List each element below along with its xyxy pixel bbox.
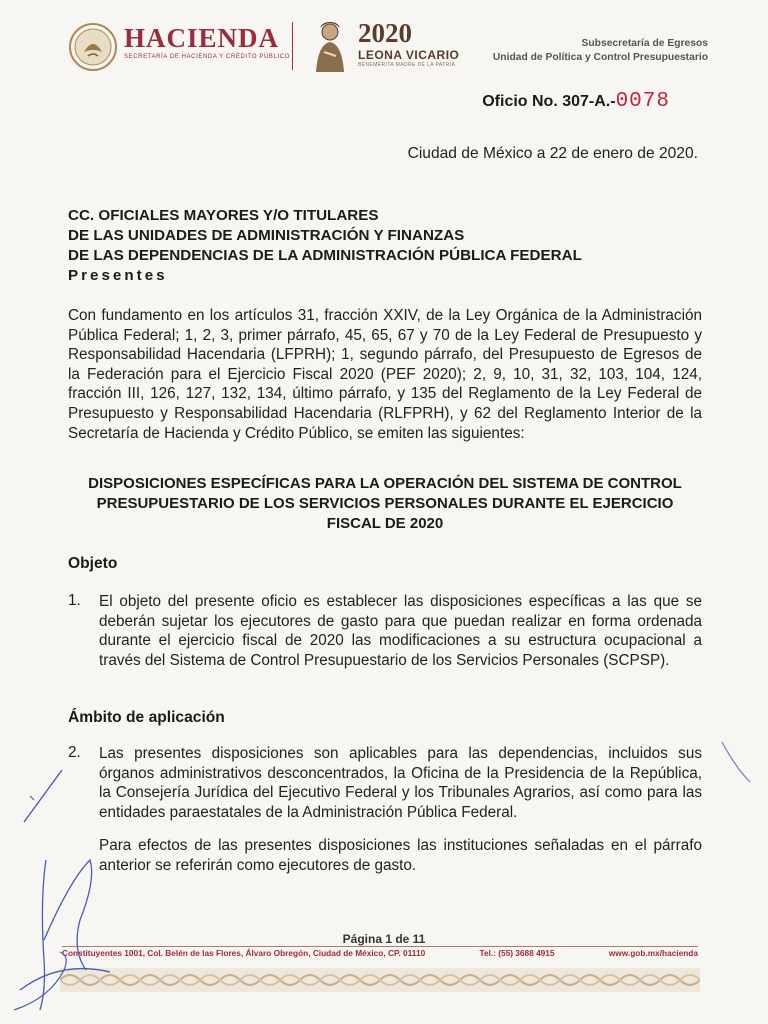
footer-address — [62, 948, 698, 958]
footer-phone: Tel.: (55) 3688 4915 — [479, 948, 555, 958]
brand-name: HACIENDA — [124, 23, 280, 53]
year-text: 2020 — [358, 18, 412, 48]
brand-subtitle: SECRETARÍA DE HACIENDA Y CRÉDITO PÚBLICO — [124, 54, 290, 60]
intro-paragraph: Con fundamento en los artículos 31, fracción XXIV, de la Ley Orgánica de la Administración Pública Federal; 1, 2, 3, primer párrafo, 45, 65, 67 y 70 de la Ley Federal de Presupuesto y Responsabilidad Hacendaria (LFPRH); 1, segundo párrafo, del Presupuesto de Egresos de la Federación para el Ejercicio Fiscal 2020 (PEF 2020); 2, 9, 10, 31, 32, 103, 104, 124, fracción III, 126, 127, 132, 134, último párrafo, y 135 del Reglamento de la Ley Federal de Presupuesto y Responsabilidad Hacendaria (RLFPRH), y 62 del Reglamento Interior de la Secretaría de Hacienda y Crédito Público, se emiten las siguientes: — [68, 307, 702, 442]
item-number: 2. — [68, 744, 81, 761]
item-number: 1. — [68, 592, 81, 609]
section-heading-objeto: Objeto — [68, 555, 118, 572]
document-title: DISPOSICIONES ESPECÍFICAS PARA LA OPERACIÓN DEL SISTEMA DE CONTROL PRESUPUESTARIO DE LOS SERVICIOS PERSONALES DURANTE EL EJERCICIO FISCAL DE 2020 — [88, 475, 682, 532]
list-item — [68, 592, 702, 670]
oficio-label: Oficio No. 307-A.- — [482, 93, 616, 110]
footer-street: Constituyentes 1001, Col. Belén de las Flores, Álvaro Obregón, Ciudad de México, CP. 01110 — [62, 948, 426, 958]
item-text: Las presentes disposiciones son aplicables para las dependencias, incluidos sus órganos administrativos desconcentrados, la Oficina de la Presidencia de la República, la Consejería Jurídica del Ejecutivo Federal y los Tribunales Agrarios, así como para las entidades paraestatales de la Administración Pública Federal. — [99, 745, 702, 821]
addressee-line-3: DE LAS DEPENDENCIAS DE LA ADMINISTRACIÓN PÚBLICA FEDERAL — [68, 247, 582, 264]
item-text: El objeto del presente oficio es establecer las disposiciones específicas a las que se deberán sujetar los ejecutores de gasto para que puedan realizar en forma ordenada durante el ejercicio fiscal de 2020 las modificaciones a su estructura ocupacional a través del Sistema de Control Presupuestario de los Servicios Personales (SCPSP). — [99, 593, 702, 669]
letterhead — [68, 16, 708, 78]
handwritten-mark — [716, 738, 756, 788]
addressee-line-4: Presentes — [68, 267, 168, 284]
leona-vicario-figure-icon — [308, 18, 352, 74]
brand-block — [124, 24, 290, 60]
footer-rule — [62, 946, 698, 947]
addressee-line-1: CC. OFICIALES MAYORES Y/O TITULARES — [68, 207, 379, 224]
date-line: Ciudad de México a 22 de enero de 2020. — [407, 145, 698, 162]
unit-line-2: Unidad de Política y Control Presupuestario — [492, 52, 708, 63]
oficio-stamped-number: 0078 — [615, 90, 670, 113]
page-number: Página 1 de 11 — [342, 932, 426, 946]
section-heading-ambito: Ámbito de aplicación — [68, 709, 225, 726]
list-item — [68, 744, 702, 876]
header-divider — [292, 22, 293, 70]
addressee-block — [68, 206, 582, 286]
year-tagline: BENEMÉRITA MADRE DE LA PATRIA — [358, 62, 456, 68]
unit-line-1: Subsecretaría de Egresos — [581, 38, 708, 49]
handwritten-signature — [0, 760, 130, 1024]
decorative-pattern-band — [60, 968, 700, 992]
item-text-continuation: Para efectos de las presentes disposiciones las instituciones señaladas en el párrafo anterior se referirán como ejecutores de gasto. — [99, 837, 702, 874]
addressee-line-2: DE LAS UNIDADES DE ADMINISTRACIÓN Y FINANZAS — [68, 227, 465, 244]
national-seal-icon — [68, 22, 118, 72]
oficio-number — [482, 90, 670, 113]
year-name: LEONA VICARIO — [358, 48, 460, 62]
year-logo — [358, 20, 459, 68]
issuing-unit — [493, 37, 708, 65]
footer-website: www.gob.mx/hacienda — [608, 948, 698, 958]
